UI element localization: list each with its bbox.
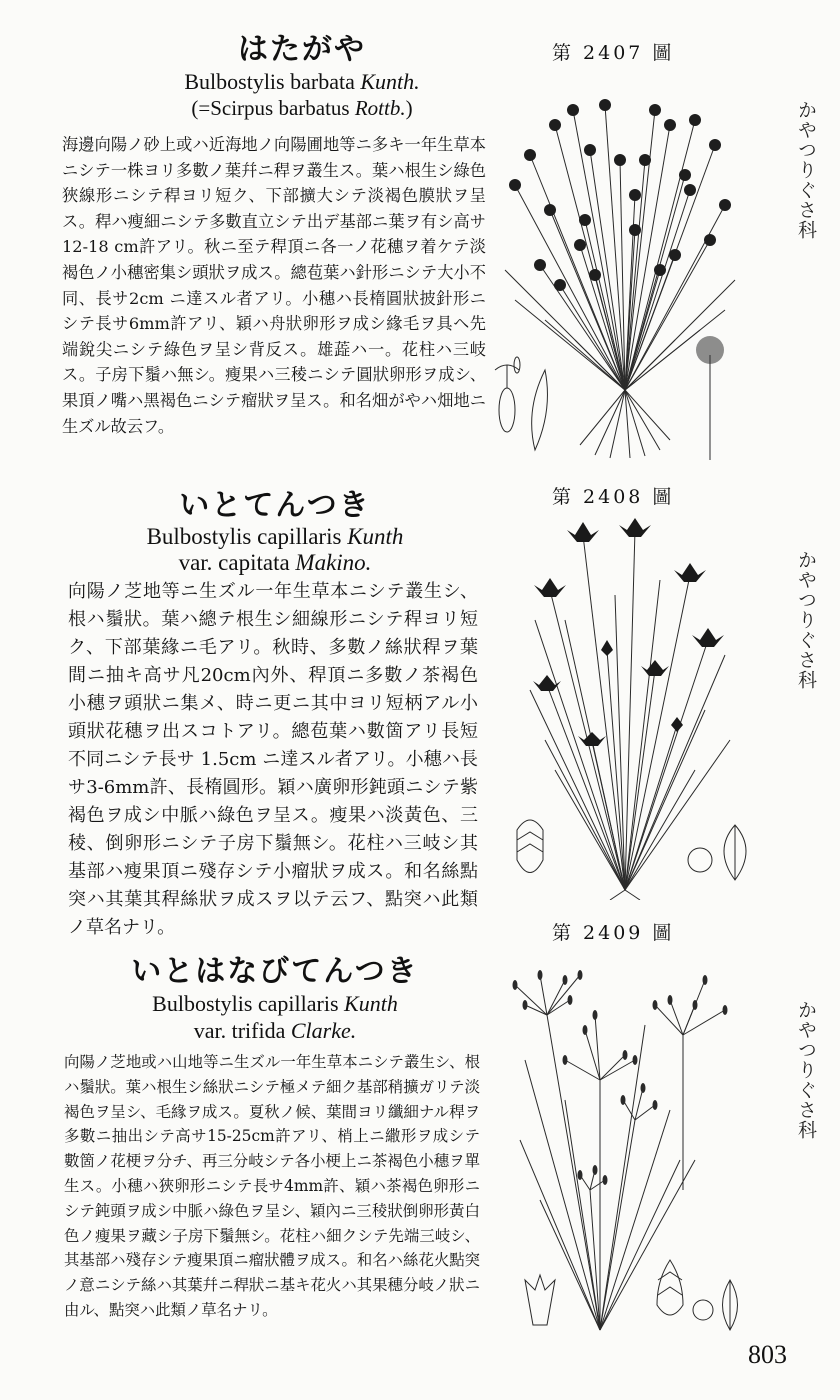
- synonym: (=Scirpus barbatus: [191, 96, 350, 120]
- description-block: [64, 1050, 480, 1323]
- figure-label: 第 2408 圖: [552, 486, 675, 508]
- scientific-name-line: [70, 524, 480, 550]
- description-block: [68, 578, 478, 942]
- scientific-name: Bulbostylis capillaris: [146, 524, 342, 549]
- description: 海邊向陽ノ砂上或ハ近海地ノ向陽圃地等ニ多キ一年生草本ニシテ一株ヨリ多數ノ葉幷ニ稈ヲ叢生ス。葉ハ根生シ綠色狹線形ニシテ稈ヨリ短ク、下部擴大シテ淡褐色膜狀ヲ呈ス。稈ハ瘦細ニシテ多數直立シテ出デ基部ニ葉ヲ有シ高サ 12-18 cm許アリ。秋ニ至テ稈頂ニ各一ノ花穗ヲ着ケテ淡褐色ノ小穗密集シ頭狀ヲ成ス。總苞葉ハ針形ニシテ大小不同、長サ2cm ニ達スル者アリ。小穗ハ長楕圓狀披針形ニシテ長サ6mm許アリ、穎ハ舟狀卵形ヲ成シ緣毛ヲ具ヘ先端銳尖ニシテ綠色ヲ呈シ背反ス。雄蕋ハ一。花柱ハ三岐ス。子房下鬚ハ無シ。瘦果ハ三稜ニシテ圓狀卵形ヲ成シ、果頂ノ嘴ハ黑褐色ニシテ瘤狀ヲ呈ス。和名畑がやハ畑地ニ生ズル故云フ。: [62, 135, 486, 436]
- synonym-close: ): [405, 96, 413, 120]
- entry-text: [70, 954, 480, 1044]
- family-label: かやつりぐさ科: [795, 550, 817, 690]
- scientific-name-line: [70, 990, 480, 1017]
- family-label: かやつりぐさ科: [795, 1000, 817, 1140]
- entry-itohanabitentsuki: [0, 910, 840, 1400]
- synonym-authority: Rottb.: [354, 96, 406, 120]
- entry-text: [70, 488, 480, 576]
- description: 向陽ノ芝地等ニ生ズル一年生草本ニシテ叢生シ、根ハ鬚狀。葉ハ總テ根生シ細線形ニシテ稈ヨリ短ク、下部葉緣ニ毛アリ。秋時、多數ノ絲狀稈ヲ葉間ニ抽キ高サ凡20cm內外、稈頂ニ多數ノ茶褐色小穗ヲ頭狀ニ集メ、時ニ更ニ其中ヨリ短柄アル小頭狀花穗ヲ出スコトアリ。總苞葉ハ數箇アリ長短不同ニシテ長サ 1.5cm ニ達スル者アリ。小穗ハ長サ3-6mm許、長楕圓形。穎ハ廣卵形鈍頭ニシテ紫褐色ヲ成シ中脈ハ綠色ヲ呈ス。瘦果ハ淡黃色、三稜、倒卵形ニシテ子房下鬚無シ。花柱ハ三岐シ其基部ハ瘦果頂ニ殘存シテ小瘤狀ヲ成ス。和名絲點突ハ其葉其稈絲狀ヲ成スヲ以テ云フ、點突ハ此類ノ草名ナリ。: [68, 581, 478, 938]
- synonym-line: [112, 95, 492, 122]
- sedge-capitate-illustration: [485, 70, 775, 460]
- description-block: [62, 132, 486, 439]
- scientific-name-line: [112, 68, 492, 95]
- sedge-capitate-sparse-illustration: [495, 510, 765, 900]
- description: 向陽ノ芝地或ハ山地等ニ生ズル一年生草本ニシテ叢生シ、根ハ鬚狀。葉ハ根生シ絲狀ニシテ極メテ細ク基部稍擴ガリテ淡褐色ヲ呈シ、毛緣ヲ成ス。夏秋ノ候、葉間ヨリ纖細ナル稈ヲ多數ニ抽出シテ高サ15-25cm許アリ、梢上ニ繖形ヲ成シテ數箇ノ花梗ヲ分チ、再三分岐シテ各小梗上ニ茶褐色小穗ヲ單生ス。小穗ハ狹卵形ニシテ長サ4mm許、穎ハ茶褐色卵形ニシテ鈍頭ヲ成シ中脈ハ綠色ヲ呈シ、穎內ニ三稜狀倒卵形黃白色ノ瘦果ヲ藏シ子房下鬚無シ。花柱ハ細クシテ先端三岐シ、其基部ハ殘存シテ瘦果頂ニ瘤狀體ヲ成ス。和名ハ絲花火點突ノ意ニシテ絲ハ其葉幷ニ稈狀ニ基キ花火ハ其果穗分岐ノ狀ニ由ル、點突ハ此類ノ草名ナリ。: [64, 1053, 481, 1319]
- page-number: 803: [748, 1340, 787, 1369]
- scientific-name: Bulbostylis capillaris: [152, 991, 339, 1016]
- entry-text: [112, 32, 492, 122]
- figure-label: 第 2409 圖: [552, 922, 675, 944]
- authority: Kunth: [347, 524, 404, 549]
- variety-authority: Makino.: [295, 550, 372, 575]
- authority: Kunth.: [360, 69, 420, 94]
- japanese-name: はたがや: [238, 32, 366, 67]
- variety: var. capitata: [178, 550, 290, 575]
- japanese-name: いとはなびてんつき: [131, 954, 419, 989]
- authority: Kunth: [344, 991, 398, 1016]
- family-label: かやつりぐさ科: [795, 100, 817, 240]
- variety-line: [70, 550, 480, 576]
- variety-line: [70, 1017, 480, 1044]
- variety: var. trifida: [193, 1018, 286, 1043]
- entry-hatagaya: [0, 0, 840, 470]
- figure-label: 第 2407 圖: [552, 42, 675, 64]
- japanese-name: いとてんつき: [179, 488, 371, 523]
- sedge-umbel-illustration: [495, 960, 765, 1340]
- scientific-name: Bulbostylis barbata: [184, 69, 355, 94]
- variety-authority: Clarke.: [290, 1018, 357, 1043]
